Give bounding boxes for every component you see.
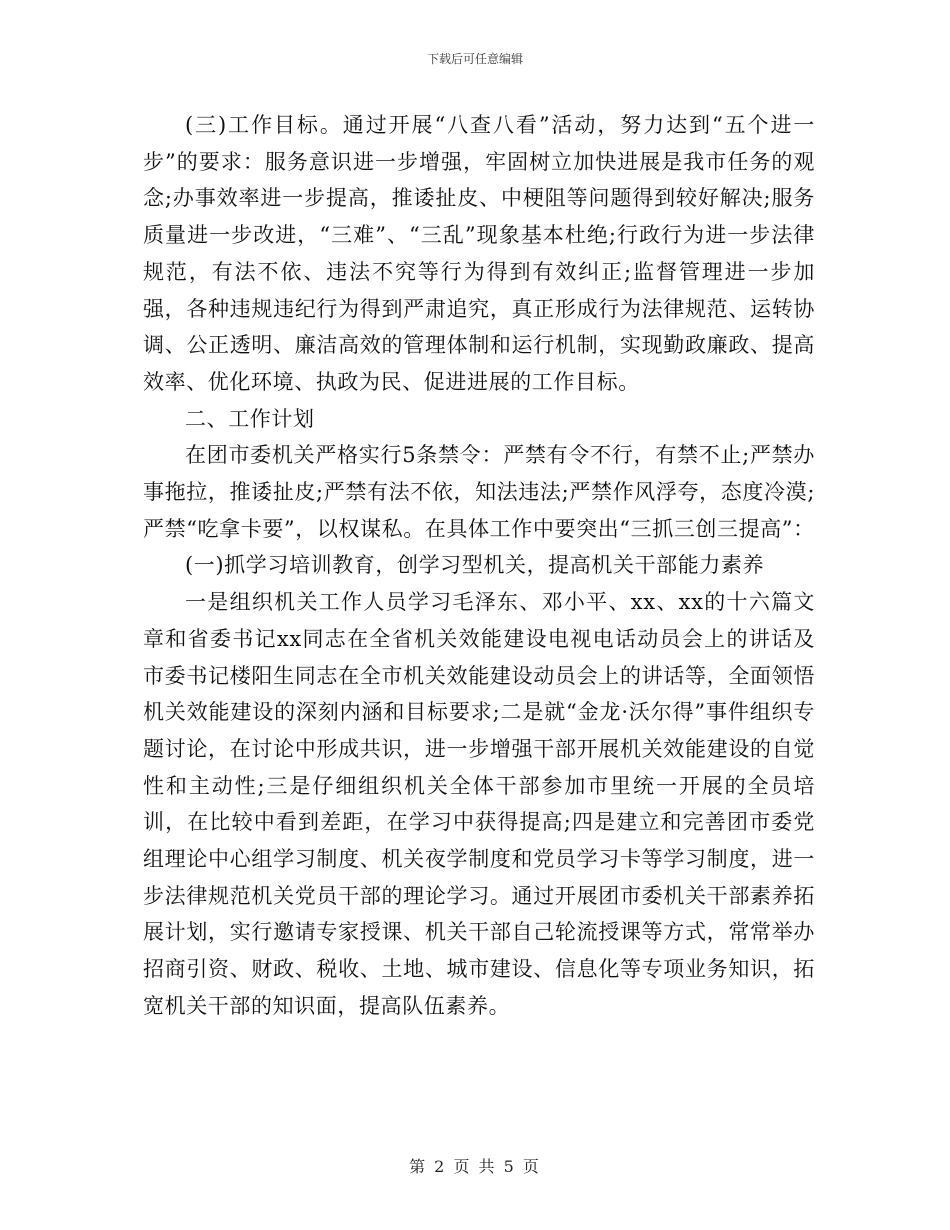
section-heading-work-plan: 二、工作计划 (185, 406, 315, 431)
document-body (143, 107, 815, 1025)
page-header: 下载后可任意编辑 (426, 52, 523, 66)
paragraph-five-prohibitions: 在团市委机关严格实行5条禁令：严禁有令不行，有禁不止;严禁办事拖拉，推诿扯皮;严禁有法不依，知法违法;严禁作风浮夸，态度冷漠;严禁“吃拿卡要”，以权谋私。在具体工作中要突出“三抓三创三提高”： (143, 443, 815, 541)
page-number: 第 2 页 共 5 页 (409, 1157, 541, 1176)
paragraph-work-goals: (三)工作目标。通过开展“八查八看”活动，努力达到“五个进一步”的要求：服务意识进一步增强，牢固树立加快进展是我市任务的观念;办事效率进一步提高，推诿扯皮、中梗阻等问题得到较好解决;服务质量进一步改进，“三难”、“三乱”现象基本杜绝;行政行为进一步法律规范，有法不依、违法不究等行为得到有效纠正;监督管理进一步加强，各种违规违纪行为得到严肃追究，真正形成行为法律规范、运转协调、公正透明、廉洁高效的管理体制和运行机制，实现勤政廉政、提高效率、优化环境、执政为民、促进进展的工作目标。 (143, 113, 815, 394)
subheading-study-training: (一)抓学习培训教育，创学习型机关，提高机关干部能力素养 (185, 553, 765, 578)
paragraph-study-details: 一是组织机关工作人员学习毛泽东、邓小平、xx、xx的十六篇文章和省委书记xx同志在全省机关效能建设电视电话动员会上的讲话及市委书记楼阳生同志在全市机关效能建设动员会上的讲话等，全面领悟机关效能建设的深刻内涵和目标要求;二是就“金龙·沃尔得”事件组织专题讨论，在讨论中形成共识，进一步增强干部开展机关效能建设的自觉性和主动性;三是仔细组织机关全体干部参加市里统一开展的全员培训，在比较中看到差距，在学习中获得提高;四是建立和完善团市委党组理论中心组学习制度、机关夜学制度和党员学习卡等学习制度，进一步法律规范机关党员干部的理论学习。通过开展团市委机关干部素养拓展计划，实行邀请专家授课、机关干部自己轮流授课等方式，常常举办招商引资、财政、税收、土地、城市建设、信息化等专项业务知识，拓宽机关干部的知识面，提高队伍素养。 (143, 590, 815, 1018)
